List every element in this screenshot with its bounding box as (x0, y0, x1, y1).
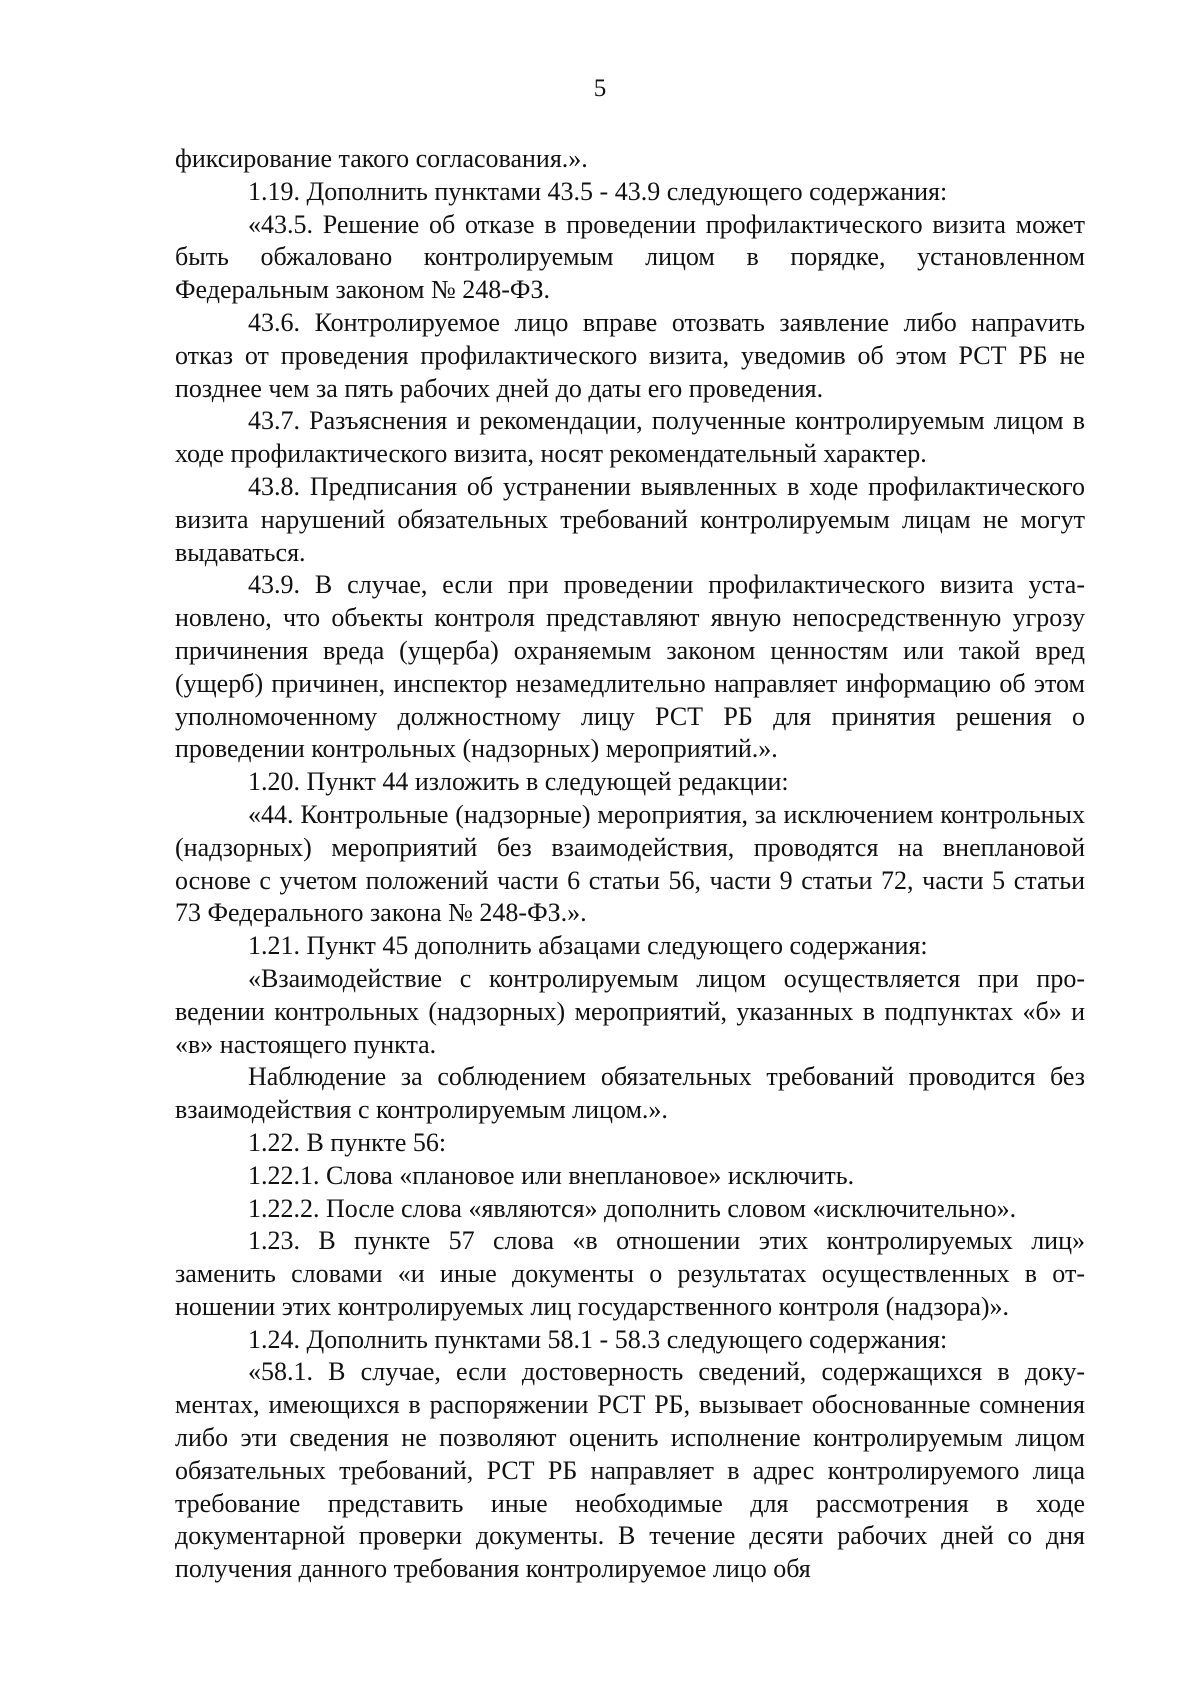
paragraph: «Взаимодействие с контролируемым лицом осуществляется при проведении контрольных (надзорных) мероприятий, указанных в подпунктах «б» и «в» настоящего пункта. (175, 963, 1085, 1059)
paragraph: 43.6. Контролируемое лицо вправе отозвать заявление либо напраvить отказ от проведения профилактического визита, уведомив об этом РСТ РБ не позднее чем за пять рабочих дней до даты его проведения. (175, 307, 1085, 403)
paragraph: 1.20. Пункт 44 изложить в следующей редакции: (248, 767, 789, 797)
paragraph: «43.5. Решение об отказе в проведении профилактического визита может быть обжаловано контролируемым лицом в порядке, установленном Федеральным законом № 248-ФЗ. (175, 209, 1085, 305)
page-number: 5 (593, 75, 607, 102)
paragraph: 1.22.2. После слова «являются» дополнить словом «исключительно». (248, 1193, 1017, 1223)
paragraph: 1.24. Дополнить пунктами 58.1 - 58.3 следующего содержания: (248, 1324, 948, 1354)
paragraph: Наблюдение за соблюдением обязательных требований проводится без взаимодействия с контролируемым лицом.». (175, 1062, 1085, 1125)
paragraph: 43.9. В случае, если при проведении профилактического визита установлено, что объекты контроля представляют явную непосредственную угрозу причинения вреда (ущерба) охраняемым законом ценностям или такой вред (ущерб) причинен, инспектор незамедлительно направляет информацию об этом уполномоченному должностному лицу РСТ РБ для принятия решения о проведении контрольных (надзорных) мероприятий.». (175, 570, 1085, 764)
paragraph: 1.23. В пункте 57 слова «в отношении этих контролируемых лиц» заменить словами «и иные документы о результатах осуществленных в отношении этих контролируемых лиц государственного контроля (надзора)». (175, 1226, 1085, 1321)
paragraph: фиксирование такого согласования.». (175, 144, 588, 173)
paragraph: «44. Контрольные (надзорные) мероприятия, за исключением контрольных (надзорных) мероприятий без взаимодействия, проводятся на внеплановой основе с учетом положений части 6 статьи 56, части 9 статьи 72, части 5 статьи 73 Федерального закона № 248-ФЗ.». (175, 799, 1085, 928)
paragraph: 1.22.1. Слова «плановое или внеплановое» исключить. (248, 1160, 855, 1190)
paragraph: 1.22. В пункте 56: (248, 1127, 447, 1157)
paragraph: 43.7. Разъяснения и рекомендации, полученные контролируемым лицом в ходе профилактического визита, носят рекомендательный характер. (175, 406, 1085, 469)
document-body (175, 143, 1085, 1586)
paragraph: 43.8. Предписания об устранении выявленных в ходе профилактического визита нарушений обязательных требований контролируемым лицам не могут выдаваться. (175, 471, 1085, 567)
paragraph: 1.19. Дополнить пунктами 43.5 - 43.9 следующего содержания: (248, 176, 948, 206)
paragraph: 1.21. Пункт 45 дополнить абзацами следующего содержания: (248, 931, 928, 961)
paragraph: «58.1. В случае, если достоверность сведений, содержащихся в документах, имеющихся в распоряжении РСТ РБ, вызывает обоснованные сомнения либо эти сведения не позволяют оценить исполнение контролируемым лицом обязательных требований, РСТ РБ направляет в адрес контролируемого лица требование представить иные необходимые для рассмотрения в ходе документарной проверки документы. В течение десяти рабочих дней со дня получения данного требования контролируемое лицо обя (175, 1357, 1085, 1584)
